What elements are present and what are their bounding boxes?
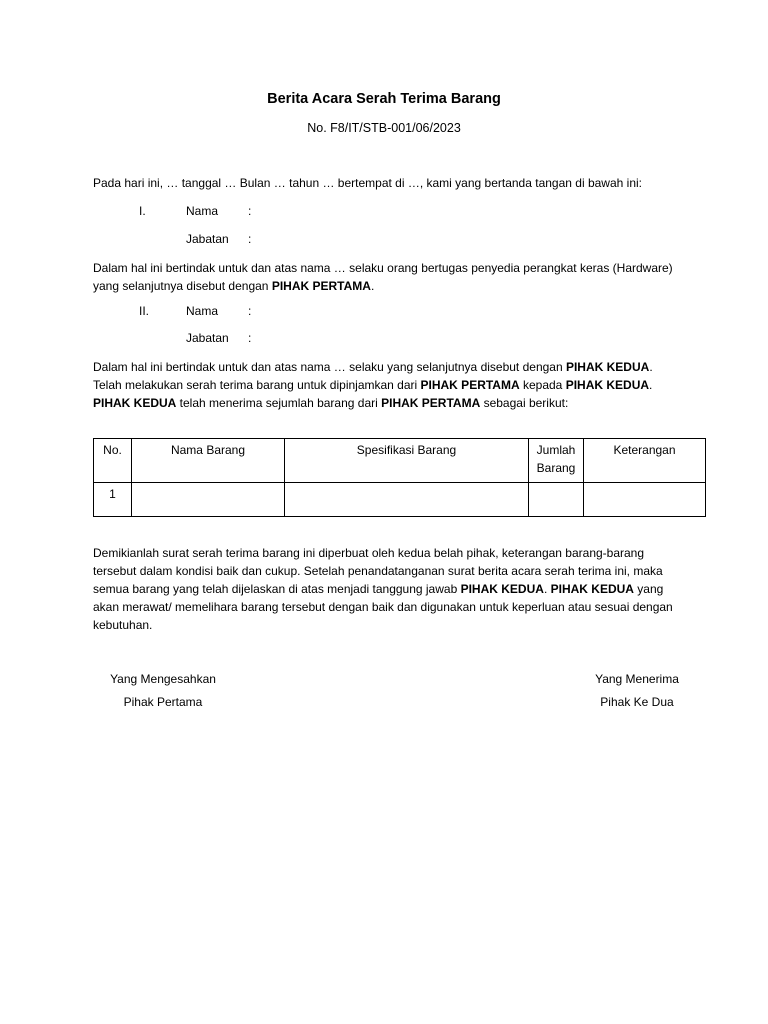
signature-left-title: Yang Mengesahkan xyxy=(110,672,216,686)
party1-desc-end: . xyxy=(370,279,375,293)
party1-desc-bold: PIHAK PERTAMA xyxy=(271,279,371,293)
table-row xyxy=(94,483,706,517)
col-header-spec: Spesifikasi Barang xyxy=(285,439,529,483)
col-header-qty: Jumlah Barang xyxy=(529,439,584,483)
party2-paragraph xyxy=(93,358,683,412)
p2-s2: . Telah melakukan serah terima barang untuk dipinjamkan dari xyxy=(93,360,653,392)
party1-name-label: Nama xyxy=(186,204,219,218)
p2-s4: . xyxy=(649,378,653,392)
closing-s3: yang akan merawat/ memelihara barang tersebut dengan baik dan digunakan untuk keperluan atau sesuai dengan kebutuhan. xyxy=(93,582,673,632)
p2-b5: PIHAK PERTAMA xyxy=(381,396,481,410)
signature-right-party: Pihak Ke Dua xyxy=(600,695,674,709)
p2-b4: PIHAK KEDUA xyxy=(93,396,177,410)
cell-spec xyxy=(285,483,529,517)
items-table xyxy=(93,438,706,517)
signature-left-party: Pihak Pertama xyxy=(123,695,203,709)
p2-b2: PIHAK PERTAMA xyxy=(420,378,520,392)
p2-s6: sebagai berikut: xyxy=(480,396,569,410)
p2-s3: kepada xyxy=(519,378,566,392)
closing-paragraph xyxy=(93,544,683,634)
cell-name xyxy=(132,483,285,517)
party2-position-label: Jabatan xyxy=(186,331,229,345)
signature-right-title: Yang Menerima xyxy=(595,672,679,686)
party1-description xyxy=(93,259,683,295)
party1-numeral: I. xyxy=(139,204,146,218)
party2-numeral: II. xyxy=(139,304,150,318)
col-header-name: Nama Barang xyxy=(132,439,285,483)
p2-s5: telah menerima sejumlah barang dari xyxy=(176,396,382,410)
closing-s1: Demikianlah surat serah terima barang ini diperbuat oleh kedua belah pihak, keterangan barang-barang tersebut dalam kondisi baik dan cukup. Setelah penandatanganan surat berita acara serah terima ini, maka semua barang yang telah dijelaskan di atas menjadi tanggung jawab xyxy=(93,546,663,596)
document-title: Berita Acara Serah Terima Barang xyxy=(267,91,501,107)
cell-qty xyxy=(529,483,584,517)
party2-position-colon: : xyxy=(248,331,252,345)
p2-s1: Dalam hal ini bertindak untuk dan atas nama … selaku yang selanjutnya disebut dengan xyxy=(93,360,566,374)
col-header-no: No. xyxy=(94,439,132,483)
party1-name-colon: : xyxy=(248,204,252,218)
party1-position-colon: : xyxy=(248,232,252,246)
p2-b1: PIHAK KEDUA xyxy=(565,360,650,374)
party2-name-label: Nama xyxy=(186,304,219,318)
cell-no: 1 xyxy=(94,483,132,517)
party2-name-colon: : xyxy=(248,304,252,318)
closing-s2: . xyxy=(543,582,551,596)
p2-b3: PIHAK KEDUA xyxy=(565,378,650,392)
document-number: No. F8/IT/STB-001/06/2023 xyxy=(307,121,461,135)
col-header-note: Keterangan xyxy=(584,439,706,483)
closing-b2: PIHAK KEDUA xyxy=(550,582,634,596)
party1-desc-text: Dalam hal ini bertindak untuk dan atas nama … selaku orang bertugas penyedia perangkat keras (Hardware) yang selanjutnya disebut dengan xyxy=(93,261,673,293)
party1-position-label: Jabatan xyxy=(186,232,229,246)
intro-text: Pada hari ini, … tanggal … Bulan … tahun … bertempat di …, kami yang bertanda tangan di bawah ini: xyxy=(93,176,642,190)
table-header-row xyxy=(94,439,706,483)
closing-b1: PIHAK KEDUA xyxy=(460,582,544,596)
cell-note xyxy=(584,483,706,517)
